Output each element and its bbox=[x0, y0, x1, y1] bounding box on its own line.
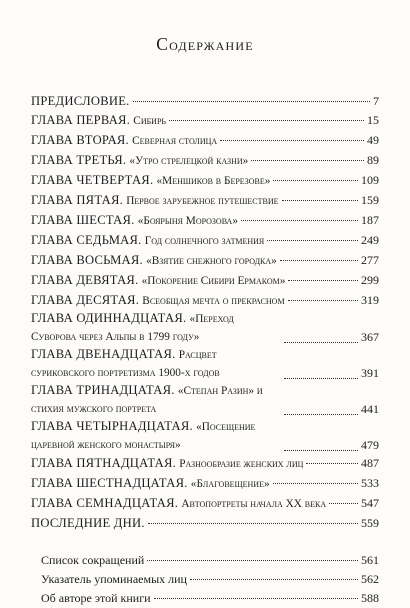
page-number: 277 bbox=[361, 252, 379, 267]
toc-entry bbox=[31, 454, 379, 474]
page-number: 391 bbox=[361, 365, 379, 380]
toc-entry bbox=[31, 310, 379, 346]
chapter-name: ГЛАВА ТРИНАДЦАТАЯ. bbox=[31, 383, 175, 398]
page-number: 533 bbox=[361, 476, 379, 491]
dot-leader bbox=[306, 463, 358, 464]
appendix-label: Список сокращений bbox=[41, 553, 145, 568]
appendix-label: Указатель упоминаемых лиц bbox=[41, 572, 187, 587]
page-number: 299 bbox=[361, 272, 379, 287]
chapter-name: ГЛАВА СЕМНАДЦАТАЯ. bbox=[31, 496, 179, 511]
toc-entry bbox=[31, 231, 379, 251]
chapter-subtitle: «Покорение Сибири Ермаком» bbox=[141, 274, 286, 287]
dot-leader bbox=[284, 450, 358, 451]
toc-appendix-entry bbox=[31, 589, 379, 608]
dot-leader bbox=[280, 260, 358, 261]
dot-leader bbox=[288, 280, 358, 281]
chapter-subtitle: Сибирь bbox=[133, 114, 167, 127]
dot-leader bbox=[251, 160, 364, 161]
chapter-name: ГЛАВА ДЕВЯТАЯ. bbox=[31, 272, 139, 287]
chapter-subtitle: «Утро стрелецкой казни» bbox=[129, 154, 249, 167]
dot-leader bbox=[284, 414, 358, 415]
toc-entry bbox=[31, 291, 379, 311]
page-number: 547 bbox=[361, 496, 379, 511]
page-number: 15 bbox=[367, 112, 379, 127]
appendix-label: Об авторе этой книги bbox=[41, 591, 151, 606]
chapter-name: ГЛАВА ПЯТАЯ. bbox=[31, 192, 124, 207]
toc-entry bbox=[31, 418, 379, 454]
dot-leader bbox=[329, 503, 358, 504]
page-number: 109 bbox=[361, 172, 379, 187]
dot-leader bbox=[148, 523, 358, 524]
dot-leader bbox=[273, 483, 358, 484]
dot-leader bbox=[241, 220, 358, 221]
chapter-subtitle: Всеобщая мечта о прекрасном bbox=[142, 294, 285, 307]
page-number: 7 bbox=[373, 94, 379, 108]
section-gap bbox=[31, 533, 379, 551]
dot-leader bbox=[169, 120, 364, 121]
page-title: Содержание bbox=[156, 34, 254, 54]
chapter-subtitle: «Боярыня Морозова» bbox=[137, 214, 238, 227]
toc-appendix-entry bbox=[31, 551, 379, 570]
page-number: 49 bbox=[367, 132, 379, 147]
toc-entry bbox=[31, 346, 379, 382]
dot-leader bbox=[133, 101, 370, 102]
table-of-contents bbox=[31, 92, 379, 608]
toc-entry bbox=[31, 251, 379, 271]
toc-entry bbox=[31, 171, 379, 191]
chapter-name: ПРЕДИСЛОВИЕ. bbox=[31, 94, 130, 108]
chapter-subtitle: «Переход Суворова через Альпы в 1799 году» bbox=[31, 313, 234, 344]
dot-leader bbox=[154, 598, 358, 599]
chapter-name: ГЛАВА ДЕСЯТАЯ. bbox=[31, 292, 140, 307]
dot-leader bbox=[284, 378, 358, 379]
chapter-subtitle: «Посещение царевной женского монастыря» bbox=[31, 421, 256, 452]
page-number: 159 bbox=[361, 192, 379, 207]
toc-entry bbox=[31, 271, 379, 291]
chapter-name: ГЛАВА СЕДЬМАЯ. bbox=[31, 232, 142, 247]
chapter-name: ГЛАВА ШЕСТАЯ. bbox=[31, 212, 135, 227]
dot-leader bbox=[284, 342, 358, 343]
chapter-subtitle: Разнообразие женских лиц bbox=[179, 458, 304, 471]
toc-entry bbox=[31, 211, 379, 231]
toc-entry bbox=[31, 514, 379, 533]
toc-entry bbox=[31, 92, 379, 111]
dot-leader bbox=[267, 240, 358, 241]
page-number: 559 bbox=[361, 516, 379, 531]
chapter-name: ГЛАВА ДВЕНАДЦАТАЯ. bbox=[31, 347, 176, 362]
page-number: 187 bbox=[361, 212, 379, 227]
toc-entry bbox=[31, 191, 379, 211]
page-number: 588 bbox=[361, 591, 379, 606]
chapter-subtitle: «Взятие снежного городка» bbox=[146, 254, 277, 267]
chapter-subtitle: Северная столица bbox=[132, 134, 218, 147]
dot-leader bbox=[282, 200, 358, 201]
chapter-subtitle: Первое зарубежное путешествие bbox=[126, 194, 279, 207]
chapter-name: ГЛАВА ШЕСТНАДЦАТАЯ. bbox=[31, 476, 188, 491]
chapter-name: ГЛАВА ОДИННАДЦАТАЯ. bbox=[31, 311, 187, 326]
page-number: 249 bbox=[361, 232, 379, 247]
dot-leader bbox=[190, 579, 358, 580]
chapter-name: ПОСЛЕДНИЕ ДНИ. bbox=[31, 516, 145, 531]
chapter-name: ГЛАВА ЧЕТВЕРТАЯ. bbox=[31, 172, 154, 187]
page-number: 562 bbox=[361, 572, 379, 587]
dot-leader bbox=[288, 300, 358, 301]
chapter-name: ГЛАВА ПЯТНАДЦАТАЯ. bbox=[31, 456, 177, 471]
chapter-name: ГЛАВА ПЕРВАЯ. bbox=[31, 112, 131, 127]
toc-entry bbox=[31, 474, 379, 494]
page-number: 367 bbox=[361, 329, 379, 344]
toc-entry bbox=[31, 382, 379, 418]
chapter-name: ГЛАВА ЧЕТЫРНАДЦАТАЯ. bbox=[31, 419, 193, 434]
page-number: 441 bbox=[361, 401, 379, 416]
chapter-subtitle: Расцвет суриковского портретизма 1900-х годов bbox=[31, 349, 220, 380]
chapter-subtitle: Автопортреты начала XX века bbox=[181, 498, 327, 511]
chapter-subtitle: «Меншиков в Березове» bbox=[156, 174, 271, 187]
page-number: 479 bbox=[361, 437, 379, 452]
chapter-name: ГЛАВА ТРЕТЬЯ. bbox=[31, 152, 127, 167]
chapter-subtitle: Год солнечного затмения bbox=[144, 234, 265, 247]
dot-leader bbox=[147, 560, 358, 561]
toc-entry bbox=[31, 494, 379, 514]
toc-appendix-entry bbox=[31, 570, 379, 589]
chapter-subtitle: «Степан Разин» и стихия мужского портрета bbox=[31, 385, 263, 416]
page-number: 89 bbox=[367, 152, 379, 167]
dot-leader bbox=[273, 180, 358, 181]
toc-entry bbox=[31, 111, 379, 131]
page-number: 487 bbox=[361, 456, 379, 471]
page-number: 319 bbox=[361, 292, 379, 307]
chapter-subtitle: «Благовещение» bbox=[190, 478, 270, 491]
chapter-name: ГЛАВА ВТОРАЯ. bbox=[31, 132, 129, 147]
dot-leader bbox=[220, 140, 364, 141]
page-number: 561 bbox=[361, 553, 379, 568]
chapter-name: ГЛАВА ВОСЬМАЯ. bbox=[31, 252, 143, 267]
toc-entry bbox=[31, 151, 379, 171]
toc-entry bbox=[31, 131, 379, 151]
